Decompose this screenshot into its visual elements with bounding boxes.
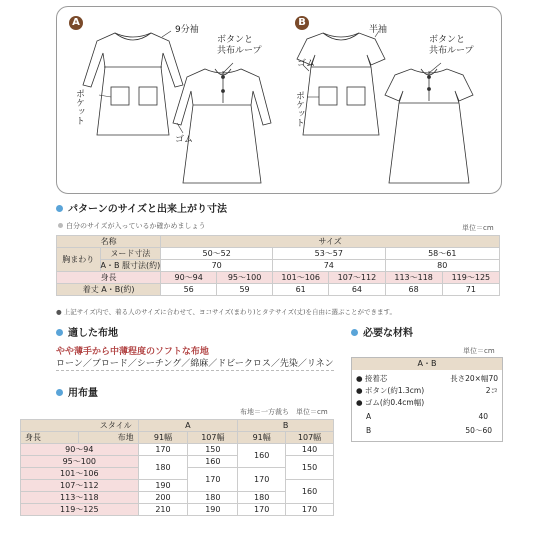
height-value: 107～112 <box>329 272 385 284</box>
elastic-label: ● ゴム(約0.4cm幅) <box>356 398 425 407</box>
table-row <box>21 480 334 492</box>
fabric-heading: やや薄手から中薄程度のソフトな布地 <box>56 347 209 357</box>
a91-value: 170 <box>138 444 188 456</box>
yardage-unit: 布地＝一方裁ち 単位＝cm <box>240 408 328 416</box>
b91-value: 170 <box>238 468 286 492</box>
b107-value: 150 <box>286 456 334 480</box>
height-value: 119～125 <box>21 504 139 516</box>
nude-value: 50～52 <box>161 248 273 260</box>
style-a: A <box>138 420 238 432</box>
elastic-a-value: 40 <box>478 412 488 421</box>
materials-box <box>351 357 503 442</box>
button-label: ● ボタン(約1.3cm) <box>356 386 425 395</box>
a91-value: 200 <box>138 492 188 504</box>
label-elastic-b: ゴム <box>297 59 316 69</box>
yardage-section-title: 用布量 <box>56 388 98 400</box>
nude-value: 58～61 <box>385 248 499 260</box>
dress-b-back <box>385 69 473 183</box>
dress-b-front <box>297 33 385 135</box>
label-pocket-b: ポケット <box>294 91 304 127</box>
size-header: サイズ <box>161 236 500 248</box>
garment-value: 74 <box>273 260 385 272</box>
length-value: 71 <box>442 284 499 296</box>
bullet-icon <box>58 223 63 228</box>
interfacing-label: ● 接着芯 <box>356 374 388 383</box>
variant-a-badge: A <box>69 16 83 30</box>
size-table <box>56 235 500 296</box>
height-value: 113～118 <box>21 492 139 504</box>
table-row <box>21 420 334 432</box>
fabric-label: 布地 <box>78 432 138 444</box>
length-value: 59 <box>217 284 273 296</box>
bullet-icon <box>56 205 63 212</box>
width-107-a: 107幅 <box>188 432 238 444</box>
label-sleeve-b: 半袖 <box>369 25 388 35</box>
table-row <box>57 236 500 248</box>
length-label: 着丈 A・B(約) <box>57 284 161 296</box>
height-label: 身長 <box>57 272 161 284</box>
materials-header: A・B <box>352 358 502 370</box>
bullet-icon <box>351 329 358 336</box>
size-section-note: 白分のサイズが入っているか確かめましょう <box>58 222 205 231</box>
a107-value: 170 <box>188 468 238 492</box>
fabric-list: ローン／ブロード／シーチング／綿麻／ドビークロス／先染／リネン <box>56 359 334 369</box>
a91-value: 180 <box>138 456 188 480</box>
height-value: 113～118 <box>385 272 442 284</box>
table-row <box>21 444 334 456</box>
table-row <box>57 284 500 296</box>
garment-label: A・B 服寸法(約) <box>100 260 161 270</box>
b107-value: 160 <box>286 480 334 504</box>
label-button-loop-a-1: ボタンと <box>217 35 254 45</box>
variant-b-badge: B <box>295 16 309 30</box>
elastic-a-label: A <box>366 412 372 421</box>
dress-a-back <box>173 69 271 183</box>
a91-value: 210 <box>138 504 188 516</box>
width-91-a: 91幅 <box>138 432 188 444</box>
button-value: 2コ <box>485 386 498 395</box>
height-value: 107～112 <box>21 480 139 492</box>
fabric-section-title: 適した布地 <box>56 328 118 340</box>
label-button-loop-b-1: ボタンと <box>429 35 466 45</box>
label-button-loop-a-2: 共布ループ <box>217 46 262 56</box>
size-section-unit: 単位＝cm <box>462 224 494 232</box>
label-pocket-a: ポケット <box>74 89 84 125</box>
b91-value: 170 <box>238 504 286 516</box>
label-elastic-a: ゴム <box>175 135 194 145</box>
dress-a-front <box>83 33 183 135</box>
label-button-loop-b-2: 共布ループ <box>429 46 474 56</box>
a107-value: 150 <box>188 444 238 456</box>
a107-value: 180 <box>188 492 238 504</box>
b107-value: 140 <box>286 444 334 456</box>
style-b: B <box>238 420 334 432</box>
chest-label: 胸まわり <box>57 248 101 272</box>
table-row <box>57 272 500 284</box>
size-section-title: パターンのサイズと出来上がり寸法 <box>56 204 227 216</box>
interfacing-value: 長さ20×幅70 <box>450 374 498 383</box>
bullet-icon <box>56 389 63 396</box>
height-value: 90～94 <box>21 444 139 456</box>
illustration-panel <box>56 6 502 194</box>
width-91-b: 91幅 <box>238 432 286 444</box>
height-value: 95～100 <box>21 456 139 468</box>
height-value: 90～94 <box>161 272 217 284</box>
height-value: 101～106 <box>273 272 329 284</box>
length-value: 61 <box>273 284 329 296</box>
length-value: 64 <box>329 284 385 296</box>
b91-value: 180 <box>238 492 286 504</box>
table-row <box>57 260 500 272</box>
width-107-b: 107幅 <box>286 432 334 444</box>
a107-value: 160 <box>188 456 238 468</box>
size-footnote: ● 上記サイズ内で、着る人のサイズに合わせて、ヨコサイズ(まわり)とタテサイズ(丈)を自由に選ぶことができます。 <box>56 308 397 316</box>
table-row <box>21 456 334 468</box>
materials-section-title: 必要な材料 <box>351 328 413 340</box>
a91-value: 190 <box>138 480 188 492</box>
height-value: 101～106 <box>21 468 139 480</box>
height-value: 119～125 <box>442 272 499 284</box>
nude-label: ヌード寸法 <box>100 248 161 260</box>
length-value: 68 <box>385 284 442 296</box>
yardage-table <box>20 419 334 516</box>
table-row <box>57 248 500 260</box>
materials-unit: 単位＝cm <box>463 347 495 355</box>
bullet-icon <box>56 329 63 336</box>
nude-value: 53～57 <box>273 248 385 260</box>
height-value: 95～100 <box>217 272 273 284</box>
name-header: 名称 <box>57 236 161 248</box>
table-row <box>21 504 334 516</box>
height-label: 身長 <box>21 432 79 444</box>
style-label: スタイル <box>21 420 139 432</box>
label-sleeve-a: 9分袖 <box>175 25 199 35</box>
b91-value: 160 <box>238 444 286 468</box>
garment-value: 80 <box>385 260 499 272</box>
b107-value: 170 <box>286 504 334 516</box>
a107-value: 190 <box>188 504 238 516</box>
elastic-b-label: B <box>366 426 372 435</box>
length-value: 56 <box>161 284 217 296</box>
garment-value: 70 <box>161 260 273 272</box>
table-row <box>21 432 334 444</box>
elastic-b-value: 50～60 <box>465 426 492 435</box>
